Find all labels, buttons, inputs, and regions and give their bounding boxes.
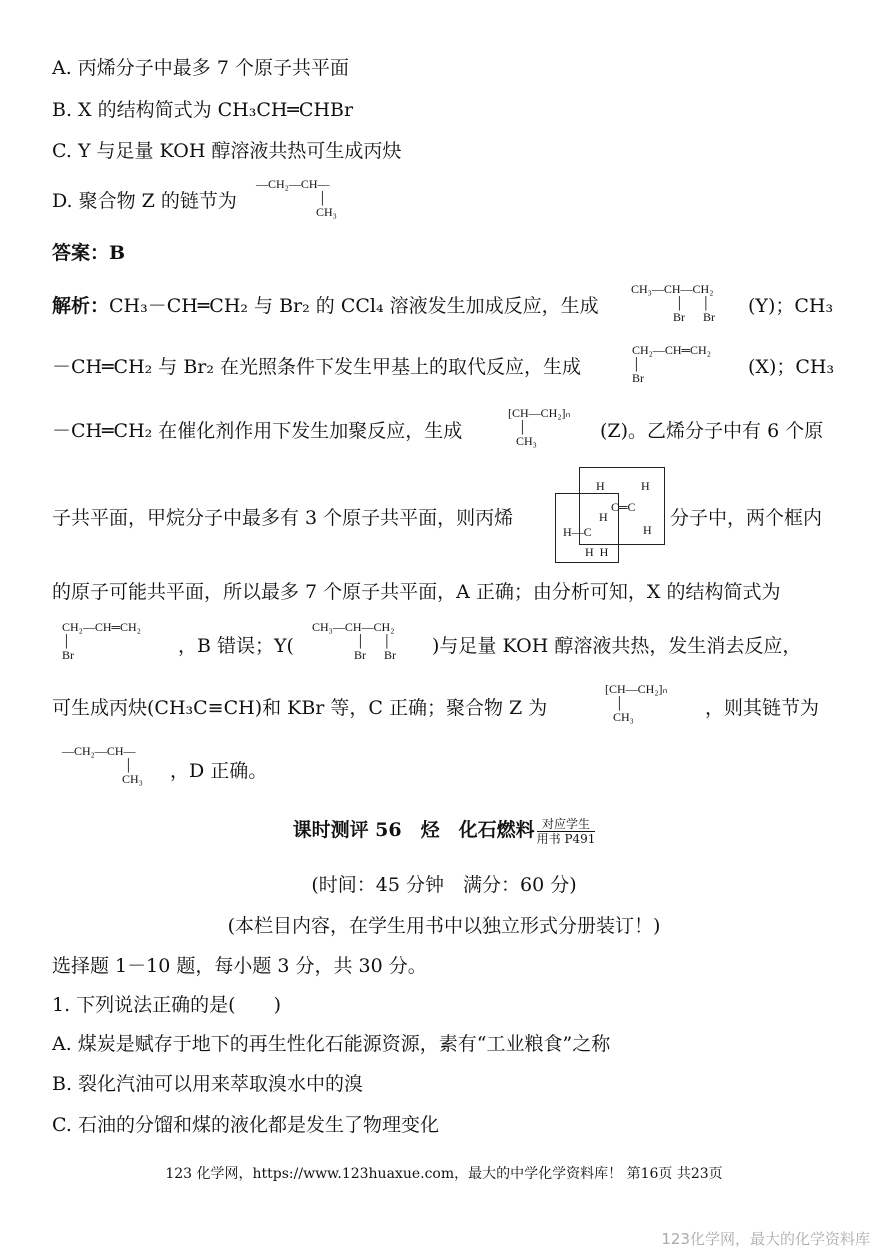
propene-hc: H—C [563, 525, 592, 539]
chain-unit-top: —CH₂—CH— [256, 177, 330, 191]
z-repeat-mid: │ [615, 696, 624, 710]
z-structure-repeat [605, 682, 667, 724]
analysis-text-1-end: (Y)；CH₃ [748, 295, 834, 317]
answer-label: 答案： [52, 242, 110, 264]
z-structure-top: [CH—CH₂]ₙ [508, 406, 571, 420]
analysis-text-2: －CH═CH₂ 与 Br₂ 在光照条件下发生甲基上的取代反应，生成 [52, 356, 582, 378]
propene-cc: C═C [611, 500, 636, 514]
y-structure-top: CH₃—CH—CH₂ [631, 282, 714, 296]
analysis-text-7-end: ，则其链节为 [705, 697, 820, 719]
y-structure [631, 282, 715, 324]
y-structure-mid: │ │ [675, 296, 711, 310]
section-note-top: 对应学生 [537, 817, 596, 832]
chain-unit-mid: │ [318, 191, 327, 205]
analysis-text-7: 可生成丙炔(CH₃C≡CH)和 KBr 等，C 正确；聚合物 Z 为 [52, 697, 548, 719]
option-b: B. X 的结构简式为 CH₃CH═CHBr [52, 99, 354, 121]
analysis-text-2-end: (X)；CH₃ [748, 356, 835, 378]
propene-h4: H [599, 510, 608, 524]
z-repeat-bottom: CH₃ [613, 710, 634, 724]
y-repeat-bottom: Br Br [354, 648, 396, 662]
propene-hh: H H [585, 545, 609, 559]
propene-h1: H [596, 479, 605, 493]
y-structure-repeat [312, 620, 396, 662]
z-structure-mid: │ [518, 420, 527, 434]
chain-repeat-bottom: CH₃ [122, 772, 143, 786]
z-repeat-top: [CH—CH₂]ₙ [605, 682, 668, 696]
analysis-line-1 [52, 293, 599, 319]
y-structure-bottom: Br Br [673, 310, 715, 324]
page-footer: 123 化学网，https://www.123huaxue.com，最大的中学化学资料库！ 第16页 共23页 [165, 1166, 723, 1182]
question-1-option-b: B. 裂化汽油可以用来萃取溴水中的溴 [52, 1073, 364, 1095]
z-structure [508, 406, 570, 448]
analysis-text-8: ，D 正确。 [170, 760, 268, 782]
section-title [0, 815, 888, 846]
propene-h2: H [641, 479, 650, 493]
x-repeat-mid: │ [62, 634, 71, 648]
x-repeat-bottom: Br [62, 648, 74, 662]
chain-repeat-mid: │ [124, 758, 133, 772]
chain-repeat-top: —CH₂—CH— [62, 744, 136, 758]
analysis-label: 解析： [52, 295, 110, 317]
chain-unit-bottom: CH₃ [316, 205, 337, 219]
analysis-text-5: 的原子可能共平面，所以最多 7 个原子共平面，A 正确；由分析可知，X 的结构简式为 [52, 581, 781, 603]
y-repeat-top: CH₃—CH—CH₂ [312, 620, 395, 634]
answer-line [52, 240, 125, 266]
x-repeat-top: CH₂—CH═CH₂ [62, 620, 141, 634]
question-1-option-c: C. 石油的分馏和煤的液化都是发生了物理变化 [52, 1114, 439, 1136]
x-structure [632, 343, 711, 385]
x-structure-mid: │ [632, 357, 641, 371]
section-note [537, 817, 596, 846]
question-1-stem: 1. 下列说法正确的是( ) [52, 994, 281, 1016]
option-c: C. Y 与足量 KOH 醇溶液共热可生成丙炔 [52, 140, 402, 162]
watermark: 123化学网，最大的化学资料库 [661, 1230, 870, 1248]
analysis-text-4: 子共平面，甲烷分子中最多有 3 个原子共平面，则丙烯 [52, 507, 514, 529]
section-notice: (本栏目内容，在学生用书中以独立形式分册装订！) [227, 915, 661, 937]
x-structure-top: CH₂—CH═CH₂ [632, 343, 711, 357]
option-d: D. 聚合物 Z 的链节为 [52, 190, 237, 212]
z-structure-bottom: CH₃ [516, 434, 537, 448]
question-1-option-a: A. 煤炭是赋存于地下的再生性化石能源资源，素有“工业粮食”之称 [52, 1033, 611, 1055]
option-a: A. 丙烯分子中最多 7 个原子共平面 [52, 57, 349, 79]
section-note-bottom: 用书 P491 [536, 831, 596, 846]
analysis-text-3-end: (Z)。乙烯分子中有 6 个原 [600, 420, 824, 442]
chain-unit-repeat [62, 744, 143, 786]
section-meta: (时间：45 分钟 满分：60 分) [311, 874, 577, 896]
propene-structure [555, 467, 667, 563]
analysis-text-4-end: 分子中，两个框内 [670, 507, 823, 529]
analysis-text-1: CH₃－CH═CH₂ 与 Br₂ 的 CCl₄ 溶液发生加成反应，生成 [109, 295, 599, 317]
x-structure-bottom: Br [632, 371, 644, 385]
analysis-text-3: －CH═CH₂ 在催化剂作用下发生加聚反应，生成 [52, 420, 463, 442]
chain-unit-structure [256, 177, 337, 219]
x-structure-repeat [62, 620, 141, 662]
section-title-text: 课时测评 56 烃 化石燃料 [292, 819, 535, 841]
section-instruction: 选择题 1－10 题，每小题 3 分，共 30 分。 [52, 955, 427, 977]
answer-value: B [109, 242, 126, 264]
propene-h3: H [643, 523, 652, 537]
analysis-text-6b: )与足量 KOH 醇溶液共热，发生消去反应， [432, 635, 802, 657]
y-repeat-mid: │ │ [356, 634, 392, 648]
analysis-text-6a: ，B 错误；Y( [178, 635, 294, 657]
